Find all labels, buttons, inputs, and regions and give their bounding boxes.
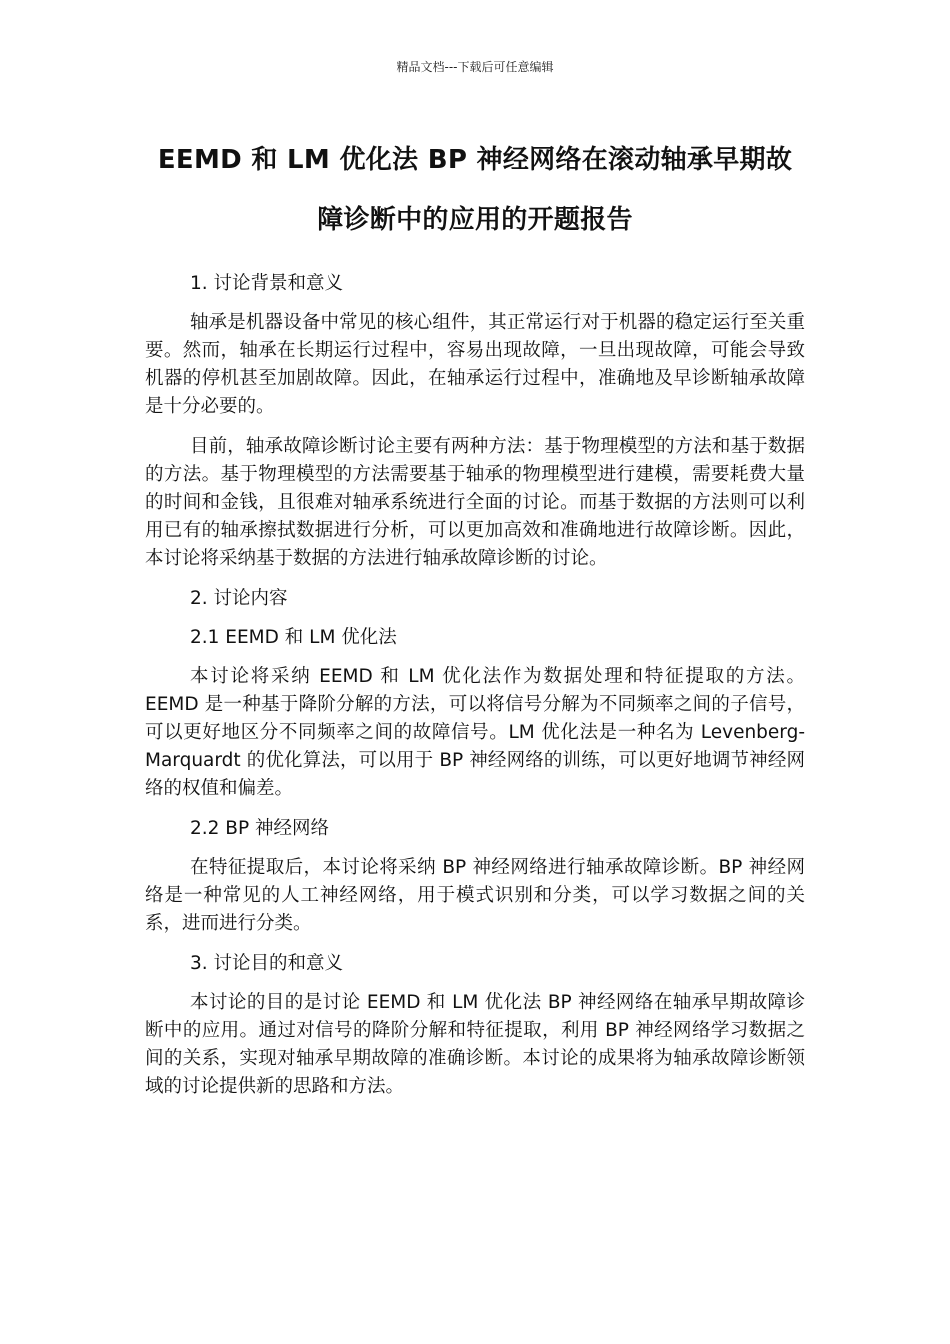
section-3-heading: 3. 讨论目的和意义 <box>190 953 344 974</box>
section-2-2-paragraph: 在特征提取后，本讨论将采纳 BP 神经网络进行轴承故障诊断。BP 神经网络是一种常见的人工神经网络，用于模式识别和分类，可以学习数据之间的关系，进而进行分类。 <box>145 857 805 934</box>
section-1-heading: 1. 讨论背景和意义 <box>190 273 344 294</box>
page-header: 精品文档---下载后可任意编辑 <box>396 60 554 74</box>
section-2-1-heading: 2.1 EEMD 和 LM 优化法 <box>190 627 397 648</box>
title-line-2: 障诊断中的应用的开题报告 <box>317 205 633 235</box>
section-1-paragraph-2: 目前，轴承故障诊断讨论主要有两种方法：基于物理模型的方法和基于数据的方法。基于物理模型的方法需要基于轴承的物理模型进行建模，需要耗费大量的时间和金钱，且很难对轴承系统进行全面的讨论。而基于数据的方法则可以利用已有的轴承擦拭数据进行分析，可以更加高效和准确地进行故障诊断。因此，本讨论将采纳基于数据的方法进行轴承故障诊断的讨论。 <box>145 436 805 569</box>
document-body <box>145 270 805 1113</box>
section-2-1-paragraph: 本讨论将采纳 EEMD 和 LM 优化法作为数据处理和特征提取的方法。EEMD 是一种基于降阶分解的方法，可以将信号分解为不同频率之间的子信号，可以更好地区分不同频率之间的故障信号。LM 优化法是一种名为 Levenberg-Marquardt 的优化算法，可以用于 BP 神经网络的训练，可以更好地调节神经网络的权值和偏差。 <box>145 666 805 799</box>
section-1-paragraph-1: 轴承是机器设备中常见的核心组件，其正常运行对于机器的稳定运行至关重要。然而，轴承在长期运行过程中，容易出现故障，一旦出现故障，可能会导致机器的停机甚至加剧故障。因此，在轴承运行过程中，准确地及早诊断轴承故障是十分必要的。 <box>145 312 805 417</box>
section-2-2-heading: 2.2 BP 神经网络 <box>190 818 330 839</box>
section-3-paragraph: 本讨论的目的是讨论 EEMD 和 LM 优化法 BP 神经网络在轴承早期故障诊断中的应用。通过对信号的降阶分解和特征提取，利用 BP 神经网络学习数据之间的关系，实现对轴承早期故障的准确诊断。本讨论的成果将为轴承故障诊断领域的讨论提供新的思路和方法。 <box>145 992 805 1097</box>
document-title <box>120 130 830 250</box>
title-line-1: EEMD 和 LM 优化法 BP 神经网络在滚动轴承早期故 <box>157 145 793 175</box>
section-2-heading: 2. 讨论内容 <box>190 588 288 609</box>
